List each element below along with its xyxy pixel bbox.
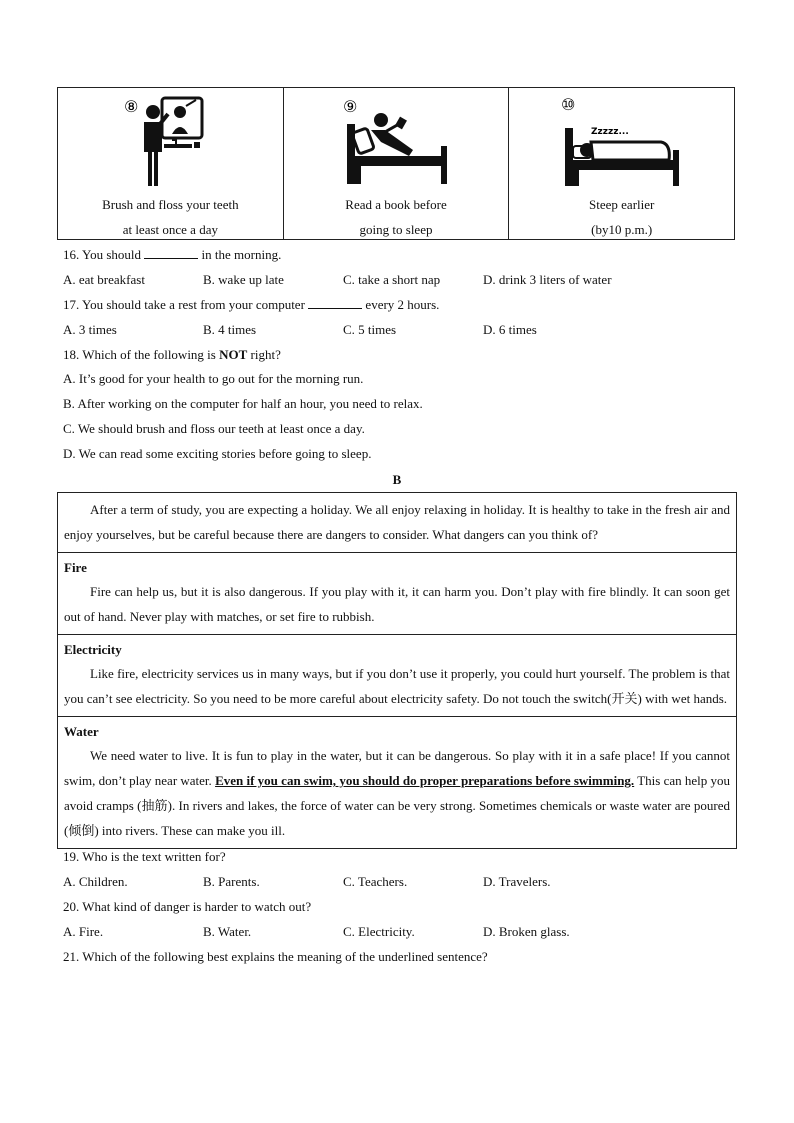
question-18: 18. Which of the following is NOT right? [63, 347, 281, 362]
option-d: D. We can read some exciting stories before going to sleep. [63, 446, 372, 461]
section-title: Water [64, 724, 99, 739]
underlined-sentence: Even if you can swim, you should do proper preparations before swimming. [215, 773, 635, 788]
option-b: B. wake up late [203, 272, 284, 287]
question-19: 19. Who is the text written for? [63, 849, 226, 864]
picture-cell-read-in-bed [284, 88, 510, 239]
picture-cell-brush-teeth [58, 88, 284, 239]
caption-line2: (by10 p.m.) [591, 222, 653, 237]
question-17: 17. You should take a rest from your computer every 2 hours. [63, 297, 440, 312]
question-16: 16. You should in the morning. [63, 247, 282, 262]
answer-blank [144, 247, 198, 259]
option-b: B. 4 times [203, 322, 257, 337]
option-d: D. Broken glass. [483, 924, 570, 939]
svg-text:⑨: ⑨ [343, 97, 358, 116]
section-label: B [392, 472, 402, 487]
read-in-bed-icon [341, 94, 451, 192]
caption-line2: at least once a day [122, 222, 218, 237]
option-d: D. drink 3 liters of water [483, 272, 612, 287]
passage-fire: Fire Fire can help us, but it is also dangerous. If you play with it, it can harm you. Don’t play with fire blindly. It can soon get out of hand. Never play with matches, or set fire to rubbish. [58, 553, 736, 635]
option-c: C. Teachers. [343, 874, 408, 889]
caption-line2: going to sleep [359, 222, 433, 237]
option-c: C. Electricity. [343, 924, 415, 939]
section-title: Fire [64, 560, 87, 575]
option-a: A. eat breakfast [63, 272, 145, 287]
option-c: C. take a short nap [343, 272, 441, 287]
svg-text:⑩: ⑩ [560, 95, 576, 114]
answer-blank [308, 297, 362, 309]
option-a: A. Fire. [63, 924, 104, 939]
caption-line1: Read a book before [345, 197, 447, 212]
option-c: C. We should brush and floss our teeth at least once a day. [63, 421, 365, 436]
option-b: B. After working on the computer for half an hour, you need to relax. [63, 396, 423, 411]
option-b: B. Water. [203, 924, 252, 939]
option-d: D. Travelers. [483, 874, 551, 889]
question-21: 21. Which of the following best explains the meaning of the underlined sentence? [63, 949, 488, 964]
option-b: B. Parents. [203, 874, 260, 889]
passage-electricity: Electricity Like fire, electricity services us in many ways, but if you don’t use it properly, you could hurt yourself. The problem is that you can’t see electricity. So you need to be more careful about electricity safety. Do not touch the switch(开关) with wet hands. [58, 635, 736, 717]
option-a: A. Children. [63, 874, 128, 889]
sleeping-icon [557, 94, 687, 192]
caption-line1: Brush and floss your teeth [102, 197, 239, 212]
section-title: Electricity [64, 642, 122, 657]
svg-text:Zzzzz...: Zzzzz... [590, 127, 629, 137]
picture-table [57, 87, 735, 240]
option-c: C. 5 times [343, 322, 397, 337]
question-20: 20. What kind of danger is harder to watch out? [63, 899, 312, 914]
caption-line1: Steep earlier [589, 197, 655, 212]
option-a: A. 3 times [63, 322, 117, 337]
picture-cell-sleeping [509, 88, 734, 239]
svg-text:⑧: ⑧ [124, 97, 139, 116]
passage-water: Water We need water to live. It is fun to play in the water, but it can be dangerous. So play with it in a safe place! If you cannot swim, don’t play near water. Even if you can swim, you should do proper preparations before swimming. This can help you avoid cramps (抽筋). In rivers and lakes, the force of water can be very strong. Sometimes chemicals or waste water are poured (倾倒) into rivers. These can make you ill. [58, 717, 736, 848]
brush-teeth-icon [120, 94, 220, 192]
option-a: A. It’s good for your health to go out for the morning run. [63, 371, 364, 386]
passage-intro: After a term of study, you are expecting a holiday. We all enjoy relaxing in holiday. It is healthy to take in the fresh air and enjoy yourselves, but be careful because there are dangers to consider. What dangers can you think of? [58, 493, 736, 553]
passage-table [57, 492, 737, 849]
option-d: D. 6 times [483, 322, 537, 337]
